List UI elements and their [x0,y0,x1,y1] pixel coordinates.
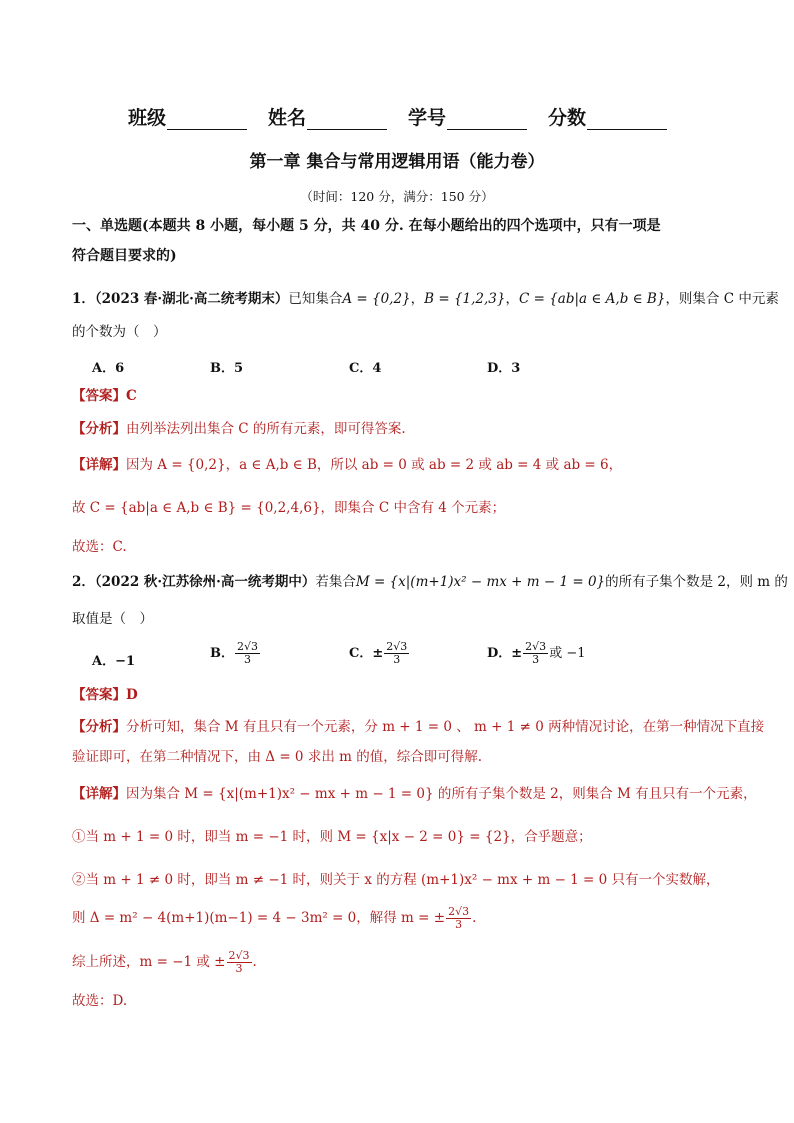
q1-option-b[interactable]: B．5 [210,361,244,376]
frac-numerator: 2√3 [228,949,250,962]
frac-denominator: 3 [393,653,401,666]
q1-set-c: C = {ab|a ∈ A,b ∈ B} [518,291,666,307]
q2-option-b-label: B． [210,646,234,661]
q2-analysis-line1 [72,717,764,737]
page-title: 第一章 集合与常用逻辑用语（能力卷） [249,152,545,172]
q2-case2: ②当 m + 1 ≠ 0 时，即当 m ≠ −1 时，则关于 x 的方程 (m+1)x² − mx + m − 1 = 0 只有一个实数解， [72,872,720,888]
q1-answer-tag: 【答案】 [72,388,126,404]
q1-stem-line2: 的个数为（ ） [72,324,167,340]
name-field [268,103,387,130]
q1-detail-line1 [72,455,622,475]
q2-case1: ①当 m + 1 = 0 时，即当 m = −1 时，则 M = {x|x − 2 = 0} = {2}，合乎题意； [72,829,592,845]
class-blank[interactable] [167,111,247,130]
class-label: 班级 [128,107,167,129]
student-id-field [408,103,527,130]
q2-option-c[interactable] [349,641,410,666]
score-blank[interactable] [587,111,667,130]
q2-option-d[interactable] [487,641,585,666]
frac-numerator: 2√3 [448,905,470,918]
q1-option-c[interactable]: C．4 [349,361,382,376]
q2-delta-text: 则 Δ = m² − 4(m+1)(m−1) = 4 − 3m² = 0，解得 m = ± [72,910,446,926]
section-heading-line1: 一、单选题(本题共 8 小题，每小题 5 分，共 40 分. 在每小题给出的四个选项中，只有一项是 [72,218,661,234]
q2-summary-text: 综上所述，m = −1 或 ± [72,954,226,970]
student-id-label: 学号 [408,107,447,129]
frac-denominator: 3 [235,962,243,975]
q2-option-a[interactable]: A．−1 [92,654,136,669]
q1-number: 1． [72,291,95,307]
q2-option-d-frac [523,641,548,666]
q1-choose: 故选：C. [72,539,127,555]
q2-delta-tail: . [472,910,477,926]
q1-stem-line1 [72,289,779,309]
q1-option-a[interactable]: A．6 [92,361,125,376]
score-field [548,103,667,130]
name-label: 姓名 [268,107,307,129]
q2-answer [72,685,138,705]
frac-denominator: 3 [532,653,540,666]
student-id-blank[interactable] [447,111,527,130]
q2-choose: 故选：D. [72,993,128,1009]
q2-stem-line2: 取值是（ ） [72,611,153,627]
q2-answer-tag: 【答案】 [72,687,126,703]
q1-source: （2023 春·湖北·高二统考期末） [94,291,289,307]
q2-stem-b: 的所有子集个数是 2，则 m 的 [605,574,788,590]
q2-analysis-text1: 分析可知，集合 M 有且只有一个元素，分 m + 1 = 0 、 m + 1 ≠ 0 两种情况讨论，在第一种情况下直接 [126,719,765,735]
q2-source: （2022 秋·江苏徐州·高一统考期中） [94,574,316,590]
q1-analysis-text: 由列举法列出集合 C 的所有元素，即可得答案. [126,421,406,437]
q1-detail-tag: 【详解】 [72,457,126,473]
q1-answer-value: C [126,388,137,404]
q2-detail-text1: 因为集合 M = {x|(m+1)x² − mx + m − 1 = 0} 的所有子集个数是 2，则集合 M 有且只有一个元素， [126,786,757,802]
q2-detail-tag: 【详解】 [72,786,126,802]
q1-detail-line2: 故 C = {ab|a ∈ A,b ∈ B} = {0,2,4,6}，即集合 C 中含有 4 个元素； [72,500,506,516]
q2-delta-line [72,906,476,931]
name-blank[interactable] [307,111,387,130]
page-subtitle: （时间：120 分，满分：150 分） [300,189,494,204]
q2-summary-line [72,950,257,975]
q2-option-d-tail: 或 −1 [549,646,586,661]
score-label: 分数 [548,107,587,129]
q1-sep2: ， [505,291,519,307]
q1-analysis [72,419,406,439]
q1-analysis-tag: 【分析】 [72,421,126,437]
q1-set-b: B = {1,2,3} [424,291,506,307]
q2-option-b[interactable] [210,641,261,666]
q2-delta-frac [446,906,471,931]
q2-summary-frac [227,950,252,975]
q1-answer [72,386,137,406]
q2-option-d-label: D．± [487,646,523,661]
q1-detail-text1: 因为 A = {0,2}，a ∈ A,b ∈ B，所以 ab = 0 或 ab = 2 或 ab = 4 或 ab = 6， [126,457,623,473]
q2-number: 2． [72,574,95,590]
q2-analysis-tag: 【分析】 [72,719,126,735]
q1-option-d[interactable]: D．3 [487,361,521,376]
q2-option-c-label: C．± [349,646,384,661]
q1-sep1: ， [410,291,425,307]
frac-denominator: 3 [244,653,251,666]
frac-denominator: 3 [455,918,463,931]
q1-stem-a: 已知集合 [288,291,343,307]
q2-analysis-line2: 验证即可，在第二种情况下，由 Δ = 0 求出 m 的值，综合即可得解. [72,749,482,765]
frac-numerator: 2√3 [386,640,408,653]
frac-numerator: 2√3 [525,640,547,653]
q2-option-b-frac [235,641,260,666]
q2-detail-line1 [72,784,757,804]
q2-summary-tail: . [252,954,257,970]
q2-stem-a: 若集合 [315,574,356,590]
q2-set-m: M = {x|(m+1)x² − mx + m − 1 = 0} [355,574,606,590]
q1-set-a: A = {0,2} [342,291,411,307]
frac-numerator: 2√3 [237,640,259,653]
section-heading-line2: 符合题目要求的) [72,248,177,264]
q2-option-c-frac [384,641,409,666]
q1-stem-b: ，则集合 C 中元素 [665,291,779,307]
q2-stem-line1 [72,572,788,592]
class-field [128,103,247,130]
q2-answer-value: D [126,687,138,703]
